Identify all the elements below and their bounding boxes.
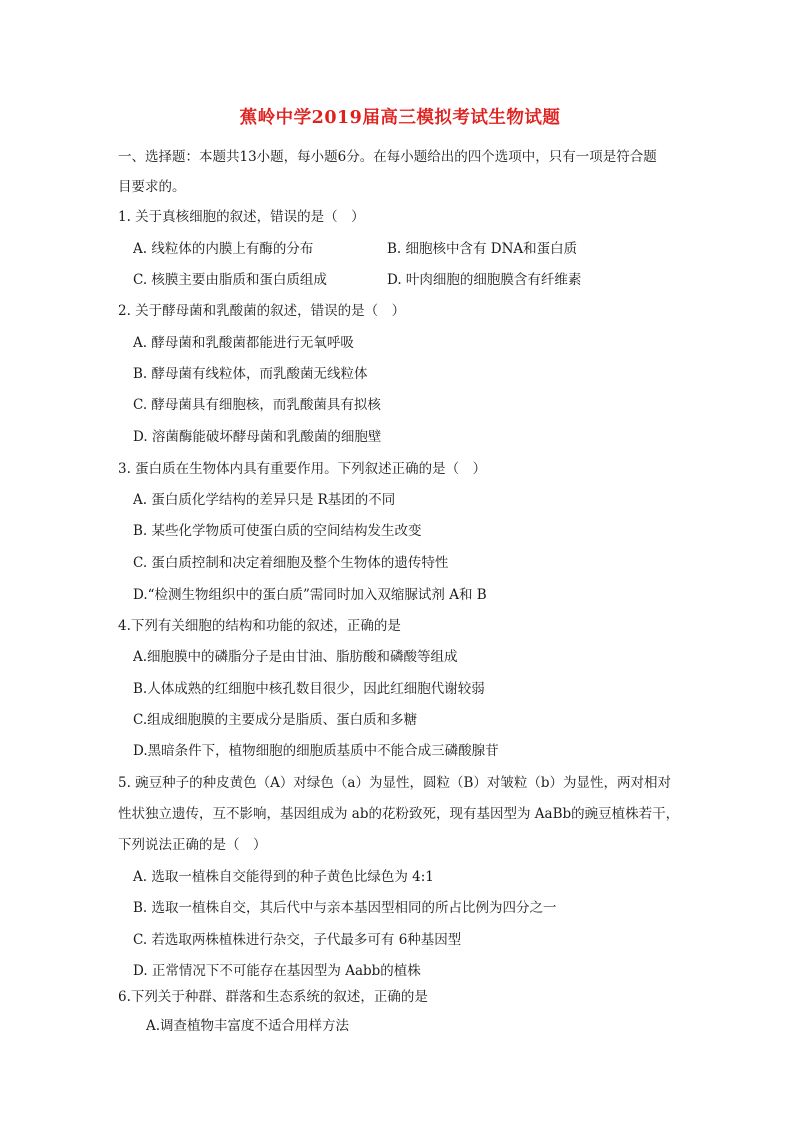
question-5-stem-line-1: 5. 豌豆种子的种皮黄色（A）对绿色（a）为显性，圆粒（B）对皱粒（b）为显性，两对相对 [118, 775, 672, 791]
question-4-option-d: D.黑暗条件下，植物细胞的细胞质基质中不能合成三磷酸腺苷 [133, 743, 499, 759]
question-5-stem-line-2: 性状独立遗传，互不影响，基因组成为 ab的花粉致死，现有基因型为 AaBb的豌豆植株若干， [118, 806, 680, 822]
question-4-option-c: C.组成细胞膜的主要成分是脂质、蛋白质和多糖 [133, 712, 418, 728]
question-3-stem: 3. 蛋白质在生物体内具有重要作用。下列叙述正确的是（ ） [118, 461, 487, 477]
question-3-option-a: A. 蛋白质化学结构的差异只是 R基团的不同 [133, 492, 396, 508]
question-5-option-b: B. 选取一植株自交，其后代中与亲本基因型相同的所占比例为四分之一 [133, 900, 557, 916]
question-3-option-d: D.“检测生物组织中的蛋白质”需同时加入双缩脲试剂 A和 B [133, 587, 487, 603]
question-6-option-a: A.调查植物丰富度不适合用样方法 [146, 1018, 350, 1034]
question-5-option-d: D. 正常情况下不可能存在基因型为 Aabb的植株 [133, 963, 421, 979]
question-2-option-b: B. 酵母菌有线粒体，而乳酸菌无线粒体 [133, 366, 368, 382]
question-4-stem: 4.下列有关细胞的结构和功能的叙述，正确的是 [118, 618, 401, 634]
question-1-option-b: B. 细胞核中含有 DNA和蛋白质 [387, 241, 578, 257]
exam-title: 蕉岭中学2019届高三模拟考试生物试题 [239, 108, 561, 128]
question-3-option-b: B. 某些化学物质可使蛋白质的空间结构发生改变 [133, 523, 422, 539]
question-2-option-a: A. 酵母菌和乳酸菌都能进行无氧呼吸 [133, 335, 354, 351]
question-2-stem: 2. 关于酵母菌和乳酸菌的叙述，错误的是（ ） [118, 303, 406, 319]
question-1-stem: 1. 关于真核细胞的叙述，错误的是（ ） [118, 209, 365, 225]
question-1-option-d: D. 叶肉细胞的细胞膜含有纤维素 [387, 272, 582, 288]
question-5-option-c: C. 若选取两株植株进行杂交，子代最多可有 6种基因型 [133, 932, 462, 948]
question-1-option-c: C. 核膜主要由脂质和蛋白质组成 [133, 272, 327, 288]
question-5-stem-line-3: 下列说法正确的是（ ） [118, 837, 267, 853]
section-instruction-line-2: 目要求的。 [118, 179, 186, 195]
question-6-stem: 6.下列关于种群、群落和生态系统的叙述，正确的是 [118, 989, 428, 1005]
question-2-option-d: D. 溶菌酶能破坏酵母菌和乳酸菌的细胞壁 [133, 429, 382, 445]
question-4-option-a: A.细胞膜中的磷脂分子是由甘油、脂肪酸和磷酸等组成 [133, 649, 458, 665]
question-5-option-a: A. 选取一植株自交能得到的种子黄色比绿色为 4:1 [133, 869, 434, 885]
question-2-option-c: C. 酵母菌具有细胞核，而乳酸菌具有拟核 [133, 397, 381, 413]
section-instruction-line-1: 一、选择题：本题共13小题，每小题6分。在每小题给出的四个选项中，只有一项是符合题 [118, 149, 657, 165]
question-4-option-b: B.人体成熟的红细胞中核孔数目很少，因此红细胞代谢较弱 [133, 681, 485, 697]
question-3-option-c: C. 蛋白质控制和决定着细胞及整个生物体的遗传特性 [133, 555, 449, 571]
question-1-option-a: A. 线粒体的内膜上有酶的分布 [133, 241, 314, 257]
